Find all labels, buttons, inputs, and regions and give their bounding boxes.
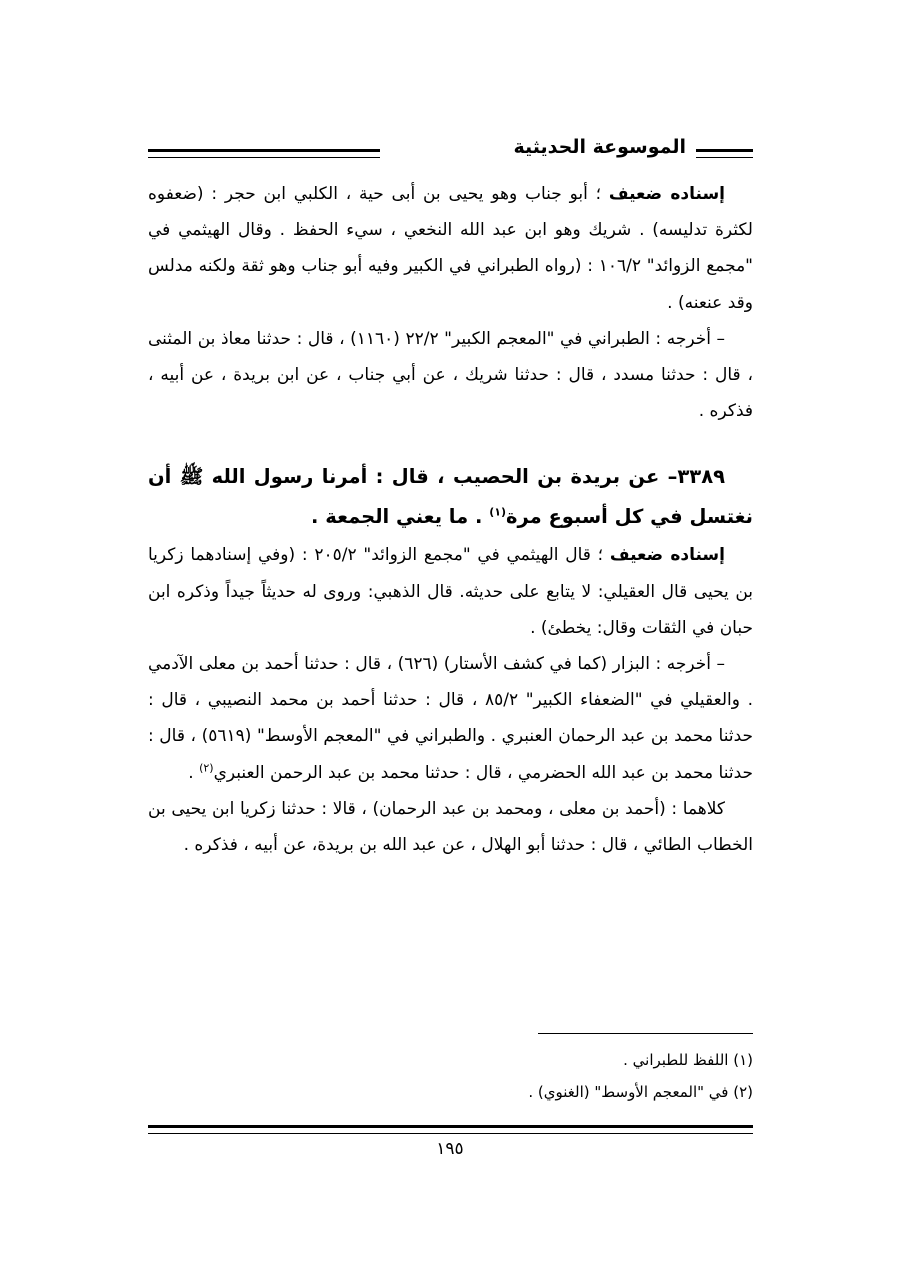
grading-paragraph-2	[148, 537, 753, 646]
footnote-ref-1[interactable]: (١)	[489, 505, 506, 519]
header-rule-right	[696, 149, 753, 158]
grading-text: ؛ قال الهيثمي في "مجمع الزوائد" ٢٠٥/٢ : (وفي إسنادهما زكريا بن يحيى قال العقيلي: لا يتابع على حديثه. قال الذهبي: وروى له حديثاً جيداً وذكره ابن حبان في الثقات وقال: يخطئ) .	[148, 545, 753, 638]
hadith-text	[148, 457, 753, 537]
takhrij-paragraph-1: – أخرجه : الطبراني في "المعجم الكبير" ٢٢/٢ (١١٦٠) ، قال : حدثنا معاذ بن المثنى ، قال : حدثنا مسدد ، قال : حدثنا شريك ، عن أبي جناب ، عن ابن بريدة ، عن أبيه ، فذكره .	[148, 328, 753, 422]
footnotes	[148, 1044, 753, 1108]
book-title: الموسوعة الحديثية	[513, 136, 686, 158]
grading-label: إسناده ضعيف	[608, 184, 725, 204]
footnote-1: (١) اللفظ للطبراني .	[623, 1051, 753, 1069]
grading-paragraph-1	[148, 176, 753, 321]
running-header	[148, 136, 753, 168]
takhrij-body: – أخرجه : البزار (كما في كشف الأستار) (٦٢٦) ، قال : حدثنا أحمد بن معلى الآدمي . والعقيلي في "الضعفاء الكبير" ٨٥/٢ ، قال : حدثنا أحمد بن محمد النصيبي ، قال : حدثنا محمد بن عبد الرحمان العنبري . والطبراني في "المعجم الأوسط" (٥٦١٩) ، قال : حدثنا محمد بن عبد الله الحضرمي ، قال : حدثنا محمد بن عبد الرحمن العنبري	[148, 654, 754, 783]
grading-label: إسناده ضعيف	[609, 545, 725, 566]
takhrij-paragraph-2	[148, 646, 753, 791]
header-rule-left	[148, 149, 380, 158]
chain-paragraph: كلاهما : (أحمد بن معلى ، ومحمد بن عبد الرحمان) ، قالا : حدثنا زكريا ابن يحيى بن الخطاب الطائي ، قال : حدثنا أبو الهلال ، عن عبد الله بن بريدة، عن أبيه ، فذكره .	[148, 798, 753, 856]
footnote-2: (٢) في "المعجم الأوسط" (الغنوي) .	[528, 1083, 753, 1101]
page-number: ١٩٥	[436, 1139, 464, 1159]
grading-text: ؛ أبو جناب وهو يحيى بن أبى حية ، الكلبي ابن حجر : (ضعفوه لكثرة تدليسه) . شريك وهو ابن عبد الله النخعي ، سيء الحفظ . وقال الهيثمي في "مجمع الزوائد" ١٠٦/٢ : (رواه الطبراني في الكبير وفيه أبو جناب وهو ثقة ولكنه مدلس وقد عنعنه) .	[148, 184, 753, 313]
footnote-separator	[538, 1033, 753, 1034]
hadith-tail: . ما يعني الجمعة .	[311, 505, 490, 529]
hadith-body: ٣٣٨٩– عن بريدة بن الحصيب ، قال : أمرنا رسول الله ﷺ أن نغتسل في كل أسبوع مرة	[148, 465, 753, 529]
main-text	[148, 176, 753, 863]
footnote-ref-2[interactable]: (٢)	[199, 760, 214, 774]
bottom-rule	[148, 1125, 753, 1134]
takhrij-tail: .	[188, 762, 200, 783]
